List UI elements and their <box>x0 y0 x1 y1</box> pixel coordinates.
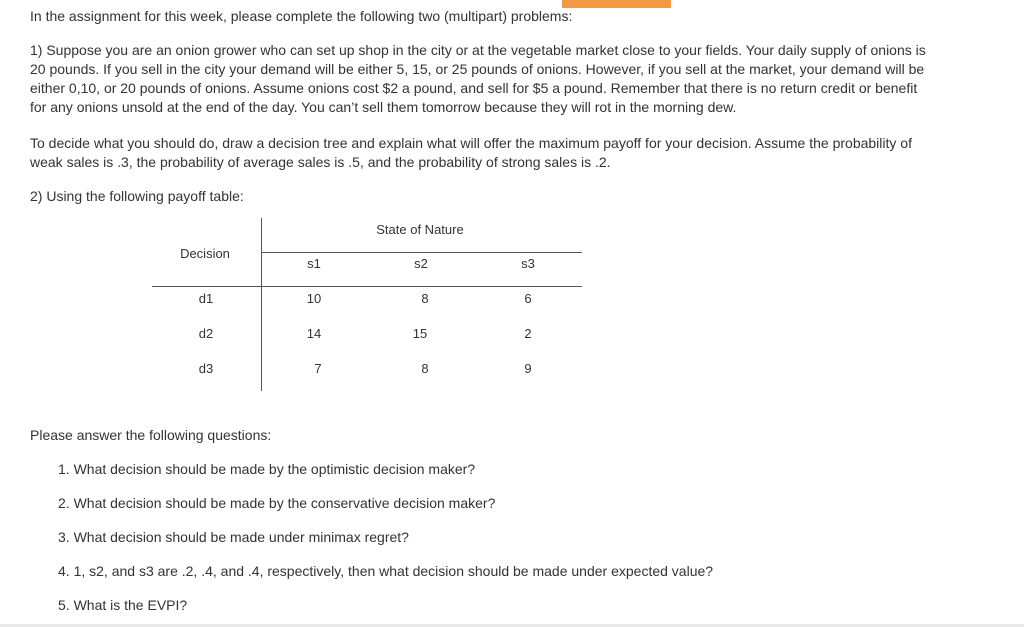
problem-1-line: either 0,10, or 20 pounds of onions. Assume onions cost $2 a pound, and sell for $5 a pound. Remember that there is no return credit or benefit <box>30 80 918 96</box>
cell-d1-s3: 6 <box>524 291 532 306</box>
column-header-s2: s2 <box>414 256 428 271</box>
problem-1-instruction <box>30 134 994 172</box>
questions-heading: Please answer the following questions: <box>30 427 272 443</box>
cell-d2-s2: 15 <box>412 326 428 341</box>
column-header-s3: s3 <box>521 256 535 271</box>
orange-header-tab[interactable] <box>562 0 671 8</box>
question-item: 4. 1, s2, and s3 are .2, .4, and .4, respectively, then what decision should be made under expected value? <box>58 563 714 579</box>
table-column-header-rule <box>152 286 582 287</box>
table-vertical-rule <box>261 218 262 391</box>
question-item: 1. What decision should be made by the optimistic decision maker? <box>58 461 476 477</box>
cell-d1-s2: 8 <box>421 291 429 306</box>
cell-d2-s1: 14 <box>306 326 322 341</box>
instruction-line: To decide what you should do, draw a decision tree and explain what will offer the maximum payoff for your decision. Assume the probability of <box>30 135 912 151</box>
problem-2-heading: 2) Using the following payoff table: <box>30 188 244 204</box>
problem-1-line: for any onions unsold at the end of the day. You can’t sell them tomorrow because they will rot in the morning dew. <box>30 99 737 115</box>
table-header-rule <box>261 252 582 253</box>
question-item: 5. What is the EVPI? <box>58 597 188 613</box>
problem-1-text <box>30 41 994 117</box>
cell-d1-s1: 10 <box>306 291 322 306</box>
row-label-d1: d1 <box>198 291 214 306</box>
instruction-line: weak sales is .3, the probability of average sales is .5, and the probability of strong sales is .2. <box>30 154 611 170</box>
problem-1-line: 1) Suppose you are an onion grower who can set up shop in the city or at the vegetable market close to your fields. Your daily supply of onions is <box>30 42 926 58</box>
problem-1-line: 20 pounds. If you sell in the city your demand will be either 5, 15, or 25 pounds of onions. However, if you sell at the market, your demand will be <box>30 61 925 77</box>
row-label-d2: d2 <box>198 326 214 341</box>
column-header-s1: s1 <box>307 256 321 271</box>
cell-d3-s1: 7 <box>314 361 322 376</box>
question-item: 2. What decision should be made by the conservative decision maker? <box>58 495 496 511</box>
row-label-d3: d3 <box>198 361 214 376</box>
question-item: 3. What decision should be made under minimax regret? <box>58 529 409 545</box>
state-of-nature-header: State of Nature <box>376 222 464 237</box>
decision-header: Decision <box>180 246 230 261</box>
cell-d3-s2: 8 <box>421 361 429 376</box>
cell-d2-s3: 2 <box>524 326 532 341</box>
intro-text: In the assignment for this week, please complete the following two (multipart) problems: <box>30 8 573 24</box>
cell-d3-s3: 9 <box>524 361 532 376</box>
